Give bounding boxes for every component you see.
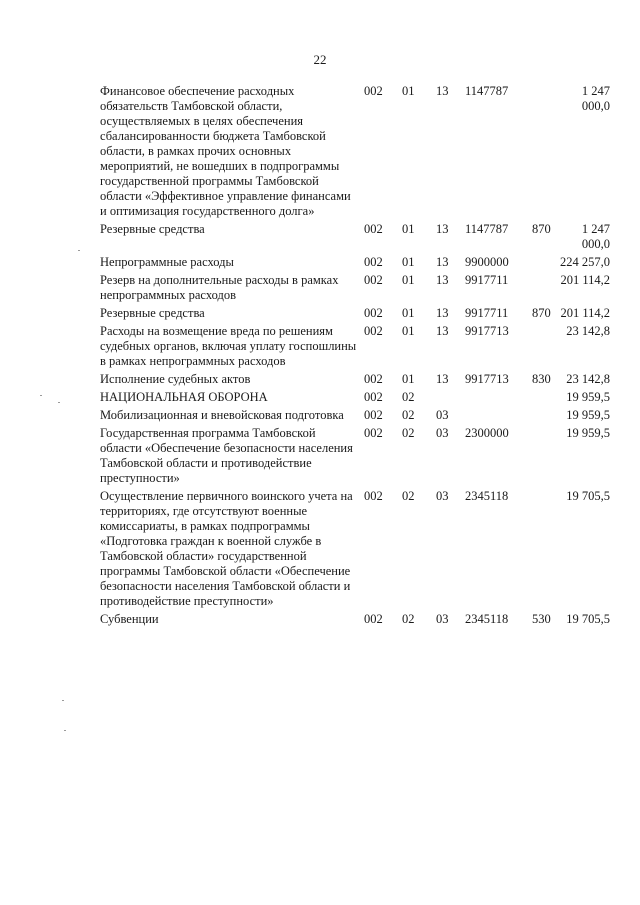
row-admin-code: 002 <box>364 372 383 386</box>
row-name: Осуществление первичного воинского учета на территориях, где отсутствуют военные комиссариаты, в рамках подпрограммы «Подготовка граждан к военной службе в Тамбовской области» государственной программы Тамбовской области «Обеспечение безопасности населения Тамбовской области и противодействие преступности» <box>100 489 353 608</box>
row-amount: 1 247 000,0 <box>581 222 610 251</box>
row-expense-type: 530 <box>532 612 551 626</box>
table-body <box>100 84 610 630</box>
row-expense-type <box>532 273 557 306</box>
row-expense-type <box>532 255 557 273</box>
row-section-code: 02 <box>402 390 415 404</box>
row-expense-type <box>532 426 557 489</box>
scan-speck <box>58 402 60 403</box>
row-expense-type <box>532 390 557 408</box>
row-subsection-code <box>436 390 465 408</box>
table-row <box>100 408 610 426</box>
row-amount: 19 705,5 <box>566 489 610 503</box>
row-section-code: 01 <box>402 306 415 320</box>
row-name: Мобилизационная и вневойсковая подготовка <box>100 408 344 422</box>
row-section-code: 01 <box>402 255 415 269</box>
table-row <box>100 222 610 255</box>
row-admin-code: 002 <box>364 612 383 626</box>
row-amount: 19 959,5 <box>566 390 610 404</box>
table-row <box>100 489 610 612</box>
row-target-article: 9917711 <box>465 273 509 287</box>
row-name: НАЦИОНАЛЬНАЯ ОБОРОНА <box>100 390 268 404</box>
row-expense-type: 870 <box>532 306 551 320</box>
row-subsection-code: 03 <box>436 489 449 503</box>
row-section-code: 02 <box>402 489 415 503</box>
row-subsection-code: 13 <box>436 255 449 269</box>
row-section-code: 01 <box>402 372 415 386</box>
row-target-article: 9917713 <box>465 372 509 386</box>
row-admin-code: 002 <box>364 489 383 503</box>
table-row <box>100 390 610 408</box>
page-number: 22 <box>313 52 327 67</box>
table-row <box>100 273 610 306</box>
row-subsection-code: 13 <box>436 222 449 236</box>
row-target-article <box>465 390 532 408</box>
row-section-code: 02 <box>402 426 415 440</box>
row-expense-type <box>532 324 557 372</box>
row-subsection-code: 13 <box>436 372 449 386</box>
row-expense-type: 870 <box>532 222 551 236</box>
row-name: Резерв на дополнительные расходы в рамках непрограммных расходов <box>100 273 339 302</box>
row-amount: 1 247 000,0 <box>581 84 610 113</box>
table-row <box>100 255 610 273</box>
row-admin-code: 002 <box>364 426 383 440</box>
row-amount: 224 257,0 <box>560 255 610 269</box>
row-section-code: 01 <box>402 324 415 338</box>
row-subsection-code: 03 <box>436 612 449 626</box>
row-section-code: 01 <box>402 84 415 98</box>
row-expense-type: 830 <box>532 372 551 386</box>
scan-speck <box>40 395 42 396</box>
table-row <box>100 324 610 372</box>
row-name: Резервные средства <box>100 222 205 236</box>
row-target-article: 9917711 <box>465 306 509 320</box>
row-section-code: 02 <box>402 612 415 626</box>
table-row <box>100 372 610 390</box>
row-target-article: 2300000 <box>465 426 509 440</box>
table-row <box>100 84 610 222</box>
scan-speck <box>64 730 66 731</box>
row-amount: 23 142,8 <box>566 324 610 338</box>
row-name: Непрограммные расходы <box>100 255 234 269</box>
row-target-article <box>465 408 532 426</box>
row-admin-code: 002 <box>364 84 383 98</box>
row-expense-type <box>532 489 557 612</box>
row-section-code: 01 <box>402 273 415 287</box>
row-name: Исполнение судебных актов <box>100 372 251 386</box>
row-expense-type <box>532 408 557 426</box>
row-target-article: 2345118 <box>465 612 509 626</box>
row-subsection-code: 03 <box>436 408 449 422</box>
row-target-article: 1147787 <box>465 222 509 236</box>
row-name: Расходы на возмещение вреда по решениям судебных органов, включая уплату госпошлины в рамках непрограммных расходов <box>100 324 357 368</box>
row-name: Государственная программа Тамбовской области «Обеспечение безопасности населения Тамбовской области и противодействие преступности» <box>100 426 353 485</box>
table-row <box>100 306 610 324</box>
row-admin-code: 002 <box>364 222 383 236</box>
row-amount: 19 959,5 <box>566 426 610 440</box>
budget-table <box>100 84 610 630</box>
row-admin-code: 002 <box>364 324 383 338</box>
row-admin-code: 002 <box>364 408 383 422</box>
row-expense-type <box>532 84 557 222</box>
row-subsection-code: 13 <box>436 273 449 287</box>
row-name: Субвенции <box>100 612 159 626</box>
row-subsection-code: 13 <box>436 84 449 98</box>
row-amount: 19 705,5 <box>566 612 610 626</box>
row-admin-code: 002 <box>364 390 383 404</box>
row-amount: 201 114,2 <box>560 306 610 320</box>
row-name: Финансовое обеспечение расходных обязательств Тамбовской области, осуществляемых в целях обеспечения сбалансированности бюджета Тамбовской области, в рамках прочих основных мероприятий, не вошедших в подпрограммы государственной программы Тамбовской области «Эффективное управление финансами и оптимизация государственного долга» <box>100 84 351 218</box>
table-row <box>100 426 610 489</box>
row-amount: 201 114,2 <box>560 273 610 287</box>
row-amount: 23 142,8 <box>566 372 610 386</box>
table-row <box>100 612 610 630</box>
row-admin-code: 002 <box>364 306 383 320</box>
row-subsection-code: 13 <box>436 306 449 320</box>
row-target-article: 2345118 <box>465 489 509 503</box>
row-subsection-code: 13 <box>436 324 449 338</box>
scan-speck <box>78 250 80 251</box>
row-target-article: 1147787 <box>465 84 509 98</box>
row-amount: 19 959,5 <box>566 408 610 422</box>
row-admin-code: 002 <box>364 255 383 269</box>
row-target-article: 9900000 <box>465 255 509 269</box>
row-section-code: 02 <box>402 408 415 422</box>
row-target-article: 9917713 <box>465 324 509 338</box>
row-subsection-code: 03 <box>436 426 449 440</box>
row-admin-code: 002 <box>364 273 383 287</box>
row-section-code: 01 <box>402 222 415 236</box>
row-name: Резервные средства <box>100 306 205 320</box>
scan-speck <box>62 700 64 701</box>
